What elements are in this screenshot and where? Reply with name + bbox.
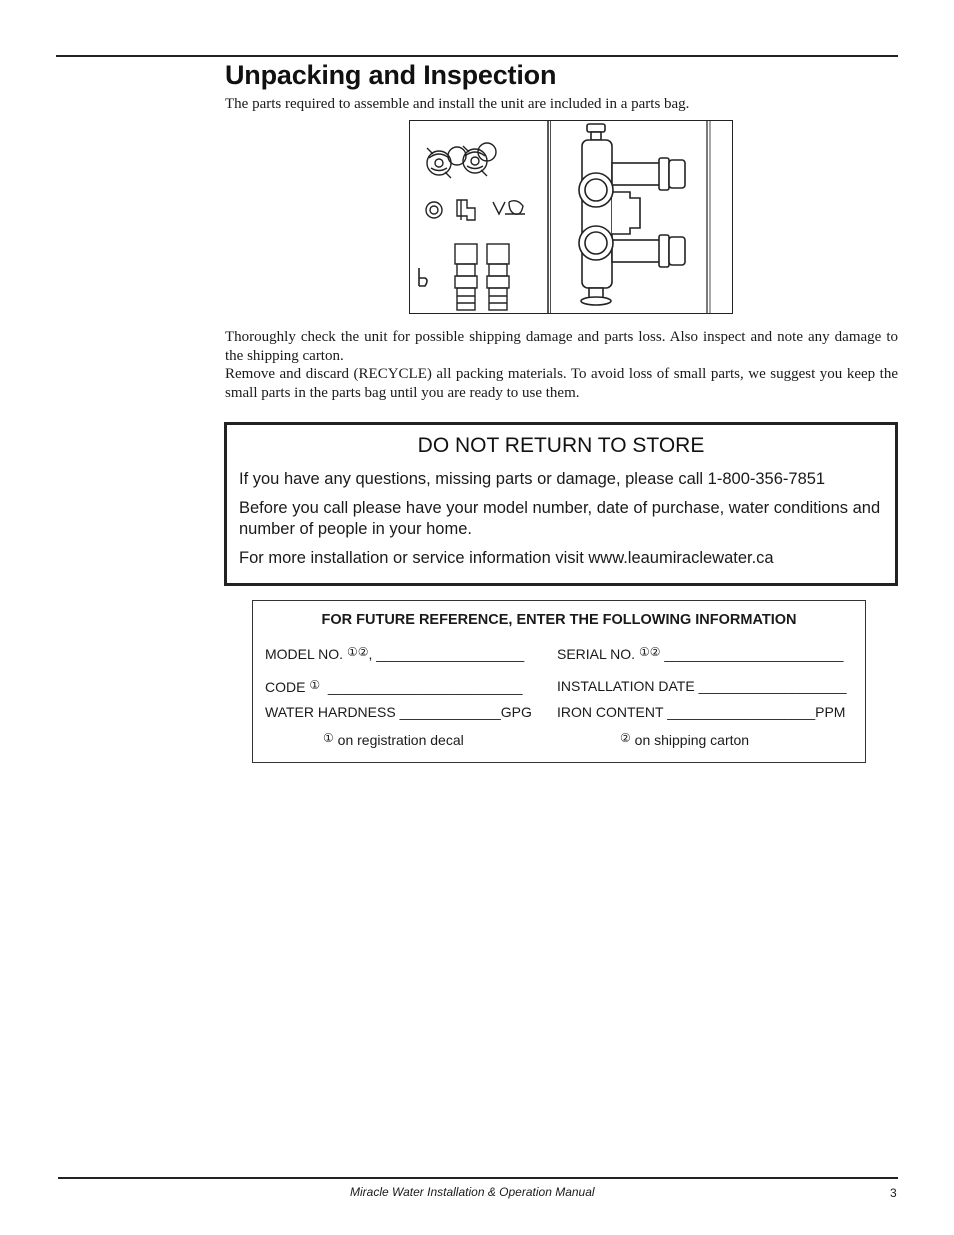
note-shipping-carton xyxy=(620,731,749,748)
serial-number-marks: ①② xyxy=(638,645,661,659)
model-number-field[interactable] xyxy=(265,645,524,662)
model-number-marks: ①② xyxy=(346,645,369,659)
top-rule xyxy=(56,55,898,57)
water-hardness-field[interactable]: WATER HARDNESS _____________GPG xyxy=(265,704,532,720)
code-label: CODE xyxy=(265,679,310,695)
serial-number-blank: _______________________ xyxy=(660,646,844,662)
note-registration-decal xyxy=(323,731,464,748)
note-1-text: on registration decal xyxy=(333,732,464,748)
page-title: Unpacking and Inspection xyxy=(225,60,557,90)
code-blank: _________________________ xyxy=(320,679,523,695)
model-number-blank: , ___________________ xyxy=(368,646,525,662)
reference-title: FOR FUTURE REFERENCE, ENTER THE FOLLOWING INFORMATION xyxy=(321,612,797,628)
note-2-text: on shipping carton xyxy=(630,732,750,748)
inspection-paragraph: Thoroughly check the unit for possible shipping damage and parts loss. Also inspect and note any damage to the shipping carton. xyxy=(225,329,898,364)
parts-illustration xyxy=(409,120,733,314)
page-number: 3 xyxy=(890,1186,897,1200)
serial-number-label: SERIAL NO. xyxy=(557,646,639,662)
serial-number-field[interactable] xyxy=(557,645,843,662)
installation-date-field[interactable]: INSTALLATION DATE ___________________ xyxy=(557,678,847,694)
code-field[interactable] xyxy=(265,678,523,695)
code-marks: ① xyxy=(309,678,321,692)
notice-title: DO NOT RETURN TO STORE xyxy=(417,434,705,457)
notice-phone-line: If you have any questions, missing parts or damage, please call 1-800-356-7851 xyxy=(239,470,826,488)
intro-text: The parts required to assemble and install the unit are included in a parts bag. xyxy=(225,96,690,112)
note-1-mark: ① xyxy=(323,731,334,745)
model-number-label: MODEL NO. xyxy=(265,646,347,662)
iron-content-field[interactable]: IRON CONTENT ___________________PPM xyxy=(557,704,846,720)
notice-box xyxy=(224,422,898,586)
footer-manual-title: Miracle Water Installation & Operation Manual xyxy=(350,1185,595,1199)
note-2-mark: ② xyxy=(620,731,631,745)
reference-form xyxy=(252,600,866,763)
notice-website-line: For more installation or service information visit www.leaumiraclewater.ca xyxy=(239,549,774,567)
bottom-rule xyxy=(58,1177,898,1179)
notice-prepare-line: Before you call please have your model number, date of purchase, water conditions and number of people in your home. xyxy=(239,499,881,538)
inspection-text xyxy=(225,328,898,402)
recycle-paragraph: Remove and discard (RECYCLE) all packing materials. To avoid loss of small parts, we suggest you keep the small parts in the parts bag until you are ready to use them. xyxy=(225,366,898,401)
